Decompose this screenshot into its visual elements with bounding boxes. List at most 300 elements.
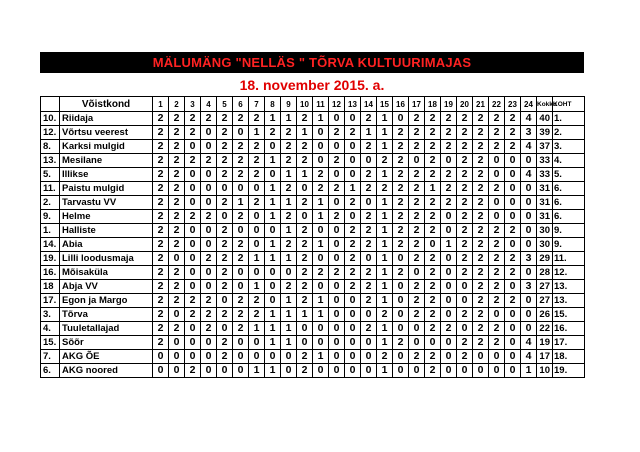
round-score: 2	[153, 112, 169, 126]
round-score: 0	[505, 154, 521, 168]
round-score: 0	[489, 168, 505, 182]
round-score: 2	[377, 308, 393, 322]
round-score: 0	[393, 364, 409, 378]
round-score: 2	[281, 210, 297, 224]
round-score: 1	[377, 196, 393, 210]
round-score: 0	[329, 196, 345, 210]
round-score: 0	[489, 196, 505, 210]
round-score: 2	[297, 350, 313, 364]
header-round: 7	[249, 97, 265, 112]
header-place-cell	[41, 97, 60, 112]
round-score: 0	[345, 350, 361, 364]
team-name: Karksi mulgid	[60, 140, 153, 154]
header-team: Võistkond	[60, 97, 153, 112]
round-score: 2	[473, 280, 489, 294]
round-score: 0	[521, 322, 537, 336]
header-round: 4	[201, 97, 217, 112]
round-score: 2	[425, 322, 441, 336]
round-score: 0	[249, 266, 265, 280]
round-score: 0	[441, 266, 457, 280]
round-score: 0	[521, 266, 537, 280]
round-score: 2	[329, 126, 345, 140]
round-score: 2	[457, 336, 473, 350]
round-score: 0	[169, 336, 185, 350]
round-score: 1	[313, 112, 329, 126]
round-score: 2	[409, 224, 425, 238]
total-score: 17	[537, 350, 553, 364]
team-number: 17.	[41, 294, 60, 308]
round-score: 1	[281, 224, 297, 238]
round-score: 2	[409, 140, 425, 154]
round-score: 2	[489, 322, 505, 336]
round-score: 2	[297, 140, 313, 154]
competition-date: 18. november 2015. a.	[239, 77, 385, 93]
round-score: 2	[425, 364, 441, 378]
round-score: 2	[185, 210, 201, 224]
round-score: 1	[265, 252, 281, 266]
round-score: 2	[249, 154, 265, 168]
team-number: 7.	[41, 350, 60, 364]
round-score: 2	[457, 224, 473, 238]
round-score: 0	[409, 364, 425, 378]
round-score: 1	[313, 350, 329, 364]
round-score: 2	[473, 210, 489, 224]
round-score: 0	[361, 364, 377, 378]
round-score: 2	[473, 154, 489, 168]
round-score: 2	[457, 350, 473, 364]
round-score: 1	[441, 238, 457, 252]
round-score: 0	[313, 224, 329, 238]
round-score: 1	[265, 336, 281, 350]
table-row	[41, 112, 585, 126]
team-number: 16.	[41, 266, 60, 280]
round-score: 0	[329, 112, 345, 126]
round-score: 0	[201, 266, 217, 280]
round-score: 0	[505, 168, 521, 182]
round-score: 2	[201, 210, 217, 224]
round-score: 2	[377, 182, 393, 196]
team-number: 12.	[41, 126, 60, 140]
round-score: 0	[313, 322, 329, 336]
round-score: 2	[217, 252, 233, 266]
round-score: 0	[217, 364, 233, 378]
round-score: 2	[217, 280, 233, 294]
round-score: 2	[329, 210, 345, 224]
header-row	[41, 97, 585, 112]
round-score: 2	[409, 182, 425, 196]
round-score: 2	[473, 140, 489, 154]
round-score: 1	[265, 364, 281, 378]
round-score: 2	[297, 196, 313, 210]
total-score: 31	[537, 196, 553, 210]
round-score: 2	[409, 350, 425, 364]
round-score: 0	[329, 140, 345, 154]
round-score: 3	[521, 126, 537, 140]
table-row	[41, 168, 585, 182]
round-score: 0	[409, 266, 425, 280]
round-score: 0	[489, 350, 505, 364]
header-round: 1	[153, 97, 169, 112]
round-score: 0	[329, 322, 345, 336]
round-score: 0	[505, 182, 521, 196]
round-score: 2	[441, 196, 457, 210]
round-score: 1	[377, 126, 393, 140]
header-round: 16	[393, 97, 409, 112]
round-score: 2	[233, 294, 249, 308]
round-score: 0	[521, 154, 537, 168]
round-score: 0	[329, 168, 345, 182]
round-score: 2	[441, 182, 457, 196]
round-score: 2	[169, 196, 185, 210]
team-number: 1.	[41, 224, 60, 238]
round-score: 2	[489, 266, 505, 280]
round-score: 2	[297, 238, 313, 252]
results-table-body	[41, 97, 585, 378]
header-round: 22	[489, 97, 505, 112]
round-score: 2	[489, 238, 505, 252]
round-score: 2	[425, 196, 441, 210]
round-score: 2	[249, 112, 265, 126]
table-row	[41, 350, 585, 364]
round-score: 0	[473, 350, 489, 364]
team-name: Egon ja Margo	[60, 294, 153, 308]
round-score: 2	[361, 182, 377, 196]
round-score: 2	[281, 154, 297, 168]
round-score: 1	[425, 182, 441, 196]
header-round: 17	[409, 97, 425, 112]
round-score: 0	[185, 322, 201, 336]
round-score: 2	[489, 112, 505, 126]
round-score: 2	[345, 280, 361, 294]
round-score: 0	[201, 126, 217, 140]
round-score: 0	[345, 112, 361, 126]
round-score: 0	[201, 280, 217, 294]
final-rank: 6.	[553, 210, 585, 224]
round-score: 0	[313, 252, 329, 266]
round-score: 2	[169, 238, 185, 252]
round-score: 2	[153, 322, 169, 336]
table-row	[41, 154, 585, 168]
round-score: 2	[185, 126, 201, 140]
header-round: 6	[233, 97, 249, 112]
round-score: 2	[153, 168, 169, 182]
round-score: 0	[281, 350, 297, 364]
competition-title: MÄLUMÄNG "NELLÄS " TÕRVA KULTUURIMAJAS	[40, 52, 584, 73]
round-score: 2	[393, 224, 409, 238]
round-score: 1	[265, 322, 281, 336]
round-score: 1	[377, 224, 393, 238]
round-score: 0	[441, 252, 457, 266]
total-score: 22	[537, 322, 553, 336]
round-score: 2	[281, 126, 297, 140]
round-score: 2	[169, 322, 185, 336]
round-score: 2	[457, 210, 473, 224]
round-score: 2	[217, 196, 233, 210]
round-score: 0	[249, 210, 265, 224]
team-name: Sõõr	[60, 336, 153, 350]
round-score: 2	[489, 224, 505, 238]
round-score: 0	[393, 280, 409, 294]
round-score: 4	[521, 140, 537, 154]
header-round: 10	[297, 97, 313, 112]
total-score: 10	[537, 364, 553, 378]
round-score: 2	[425, 266, 441, 280]
round-score: 1	[281, 252, 297, 266]
round-score: 4	[521, 336, 537, 350]
round-score: 0	[313, 280, 329, 294]
team-name: Helme	[60, 210, 153, 224]
round-score: 2	[297, 266, 313, 280]
round-score: 0	[185, 280, 201, 294]
total-score: 27	[537, 294, 553, 308]
round-score: 0	[329, 294, 345, 308]
round-score: 1	[249, 126, 265, 140]
round-score: 2	[425, 210, 441, 224]
team-name: Võrtsu veerest	[60, 126, 153, 140]
round-score: 2	[153, 280, 169, 294]
round-score: 0	[521, 224, 537, 238]
round-score: 0	[505, 336, 521, 350]
table-row	[41, 140, 585, 154]
round-score: 2	[281, 140, 297, 154]
team-number: 18	[41, 280, 60, 294]
round-score: 0	[505, 322, 521, 336]
round-score: 1	[377, 294, 393, 308]
round-score: 2	[297, 154, 313, 168]
round-score: 2	[425, 140, 441, 154]
round-score: 1	[281, 112, 297, 126]
round-score: 2	[473, 308, 489, 322]
round-score: 0	[233, 336, 249, 350]
round-score: 2	[217, 308, 233, 322]
table-row	[41, 336, 585, 350]
round-score: 2	[361, 112, 377, 126]
final-rank: 1.	[553, 112, 585, 126]
table-row	[41, 224, 585, 238]
round-score: 2	[153, 336, 169, 350]
header-round: 21	[473, 97, 489, 112]
round-score: 1	[377, 112, 393, 126]
round-score: 2	[457, 126, 473, 140]
table-row	[41, 196, 585, 210]
round-score: 1	[361, 126, 377, 140]
final-rank: 12.	[553, 266, 585, 280]
final-rank: 19.	[553, 364, 585, 378]
round-score: 2	[249, 308, 265, 322]
round-score: 2	[313, 266, 329, 280]
round-score: 2	[297, 294, 313, 308]
final-rank: 3.	[553, 140, 585, 154]
round-score: 2	[473, 252, 489, 266]
round-score: 2	[249, 294, 265, 308]
round-score: 2	[217, 154, 233, 168]
round-score: 0	[169, 308, 185, 322]
final-rank: 5.	[553, 168, 585, 182]
round-score: 0	[457, 294, 473, 308]
header-rank: KOHT	[553, 97, 585, 112]
round-score: 0	[185, 168, 201, 182]
round-score: 0	[249, 238, 265, 252]
round-score: 1	[345, 182, 361, 196]
round-score: 0	[233, 280, 249, 294]
round-score: 4	[521, 112, 537, 126]
round-score: 0	[345, 322, 361, 336]
round-score: 0	[329, 308, 345, 322]
round-score: 0	[505, 196, 521, 210]
round-score: 2	[409, 252, 425, 266]
team-number: 6.	[41, 364, 60, 378]
round-score: 2	[169, 168, 185, 182]
round-score: 0	[185, 252, 201, 266]
total-score: 40	[537, 112, 553, 126]
round-score: 2	[153, 196, 169, 210]
round-score: 0	[521, 196, 537, 210]
round-score: 2	[281, 238, 297, 252]
results-table	[40, 96, 585, 378]
team-number: 5.	[41, 168, 60, 182]
table-row	[41, 280, 585, 294]
round-score: 2	[473, 196, 489, 210]
round-score: 2	[457, 182, 473, 196]
round-score: 2	[425, 294, 441, 308]
team-number: 11.	[41, 182, 60, 196]
round-score: 2	[425, 252, 441, 266]
team-number: 14.	[41, 238, 60, 252]
round-score: 2	[457, 308, 473, 322]
round-score: 2	[473, 224, 489, 238]
round-score: 2	[169, 224, 185, 238]
team-number: 2.	[41, 196, 60, 210]
round-score: 1	[313, 308, 329, 322]
round-score: 0	[265, 140, 281, 154]
total-score: 31	[537, 210, 553, 224]
total-score: 31	[537, 182, 553, 196]
round-score: 2	[505, 224, 521, 238]
round-score: 0	[169, 364, 185, 378]
round-score: 1	[377, 266, 393, 280]
round-score: 2	[217, 238, 233, 252]
team-name: Paistu mulgid	[60, 182, 153, 196]
total-score: 30	[537, 224, 553, 238]
round-score: 2	[505, 266, 521, 280]
round-score: 0	[521, 238, 537, 252]
round-score: 0	[393, 112, 409, 126]
round-score: 0	[153, 350, 169, 364]
round-score: 2	[473, 294, 489, 308]
round-score: 0	[297, 336, 313, 350]
round-score: 1	[377, 140, 393, 154]
round-score: 2	[441, 112, 457, 126]
round-score: 2	[329, 154, 345, 168]
round-score: 1	[377, 238, 393, 252]
round-score: 0	[441, 224, 457, 238]
round-score: 0	[265, 224, 281, 238]
round-score: 4	[521, 350, 537, 364]
team-number: 4.	[41, 322, 60, 336]
header-round: 23	[505, 97, 521, 112]
round-score: 2	[185, 112, 201, 126]
round-score: 0	[457, 364, 473, 378]
round-score: 2	[201, 112, 217, 126]
round-score: 2	[361, 266, 377, 280]
round-score: 2	[345, 126, 361, 140]
team-number: 19.	[41, 252, 60, 266]
round-score: 1	[377, 336, 393, 350]
round-score: 2	[361, 224, 377, 238]
total-score: 27	[537, 280, 553, 294]
round-score: 2	[153, 308, 169, 322]
round-score: 2	[249, 168, 265, 182]
table-row	[41, 364, 585, 378]
round-score: 0	[393, 350, 409, 364]
round-score: 0	[313, 364, 329, 378]
round-score: 2	[393, 210, 409, 224]
round-score: 1	[265, 210, 281, 224]
round-score: 0	[505, 364, 521, 378]
team-name: Abia	[60, 238, 153, 252]
round-score: 2	[201, 322, 217, 336]
round-score: 2	[169, 126, 185, 140]
final-rank: 9.	[553, 224, 585, 238]
team-name: Illikse	[60, 168, 153, 182]
round-score: 2	[153, 182, 169, 196]
round-score: 0	[201, 336, 217, 350]
final-rank: 18.	[553, 350, 585, 364]
round-score: 2	[457, 252, 473, 266]
round-score: 0	[201, 182, 217, 196]
round-score: 1	[521, 364, 537, 378]
round-score: 2	[473, 168, 489, 182]
table-row	[41, 294, 585, 308]
round-score: 2	[233, 210, 249, 224]
round-score: 2	[393, 266, 409, 280]
round-score: 1	[313, 196, 329, 210]
round-score: 2	[153, 238, 169, 252]
round-score: 2	[489, 280, 505, 294]
round-score: 1	[377, 322, 393, 336]
round-score: 2	[425, 154, 441, 168]
header-round: 3	[185, 97, 201, 112]
round-score: 2	[217, 140, 233, 154]
round-score: 0	[185, 336, 201, 350]
round-score: 1	[313, 294, 329, 308]
round-score: 0	[169, 350, 185, 364]
team-name: Lilli loodusmaja	[60, 252, 153, 266]
round-score: 0	[441, 210, 457, 224]
round-score: 2	[393, 238, 409, 252]
round-score: 2	[249, 196, 265, 210]
round-score: 0	[345, 364, 361, 378]
round-score: 0	[153, 364, 169, 378]
round-score: 0	[409, 154, 425, 168]
header-round: 9	[281, 97, 297, 112]
round-score: 2	[233, 168, 249, 182]
team-number: 9.	[41, 210, 60, 224]
round-score: 2	[457, 238, 473, 252]
round-score: 2	[201, 294, 217, 308]
round-score: 1	[377, 364, 393, 378]
round-score: 2	[329, 182, 345, 196]
round-score: 1	[297, 168, 313, 182]
round-score: 0	[441, 154, 457, 168]
round-score: 2	[153, 266, 169, 280]
round-score: 0	[297, 182, 313, 196]
round-score: 2	[217, 336, 233, 350]
team-name: Tuuletallajad	[60, 322, 153, 336]
round-score: 0	[425, 336, 441, 350]
round-score: 0	[393, 252, 409, 266]
round-score: 1	[265, 196, 281, 210]
